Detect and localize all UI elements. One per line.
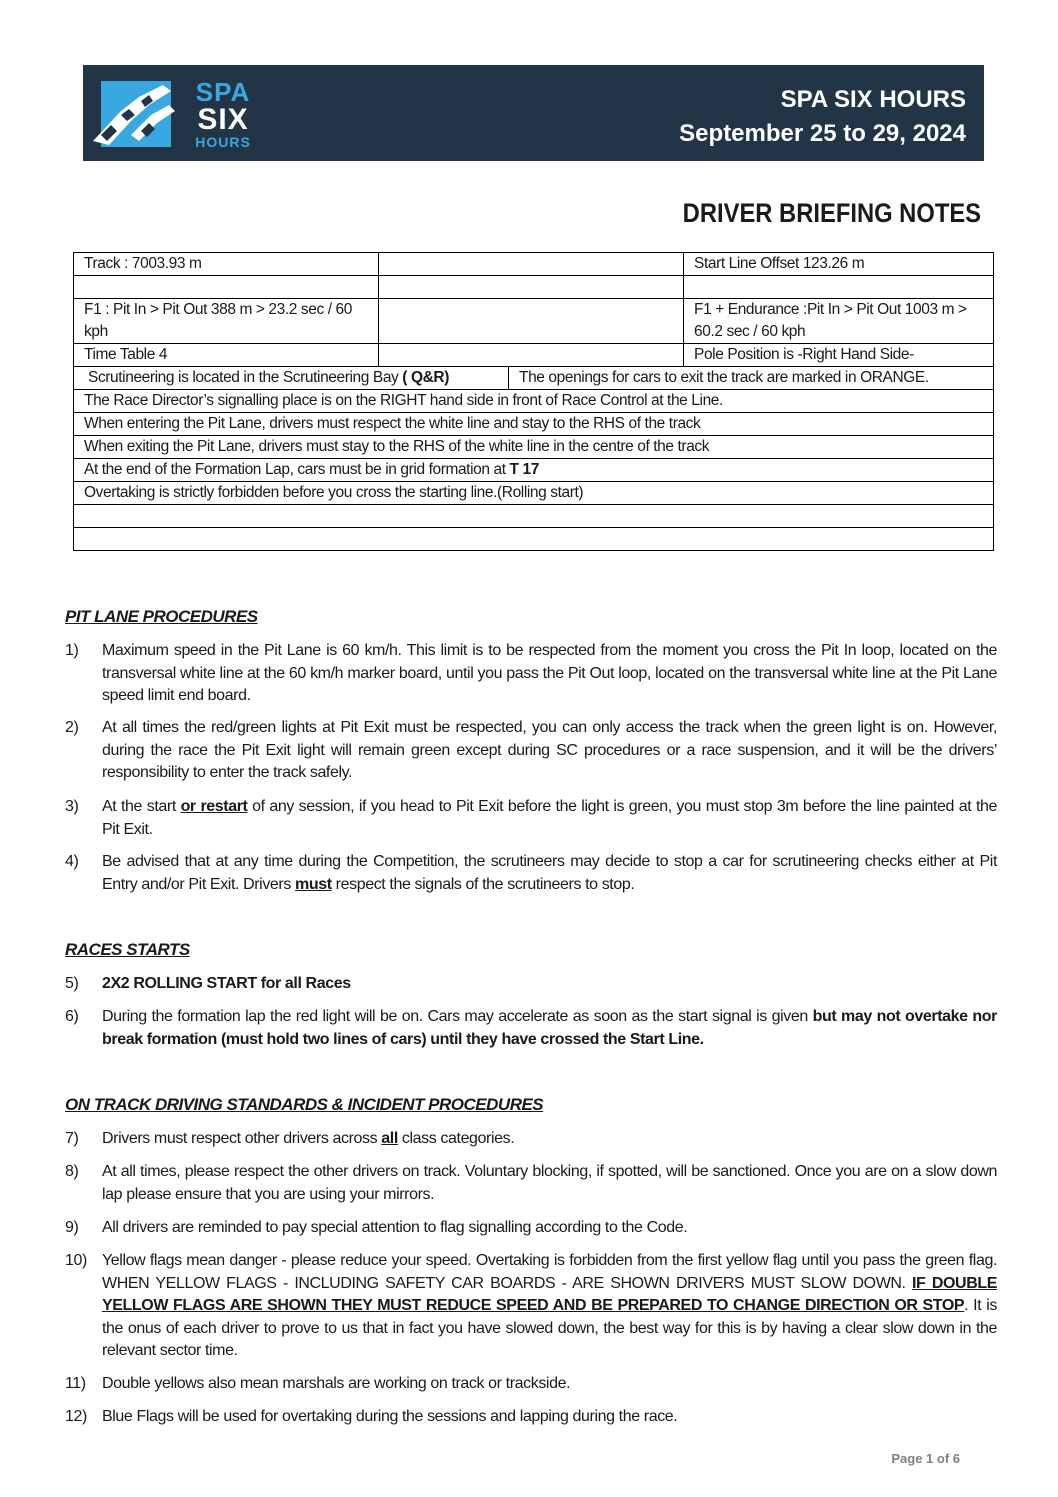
item-text xyxy=(102,796,997,841)
item-text xyxy=(102,1128,997,1151)
item-emphasis: or restart xyxy=(180,798,248,815)
table-cell: Track : 7003.93 m xyxy=(74,253,379,276)
item-number: 3) xyxy=(65,798,79,815)
table-cell: Overtaking is strictly forbidden before you cross the starting line.(Rolling start) xyxy=(74,482,994,505)
table-row xyxy=(74,482,994,505)
table-cell: Start Line Offset 123.26 m xyxy=(684,253,994,276)
exit-openings-text: The openings for cars to exit the track are marked in ORANGE. xyxy=(519,369,929,386)
table-cell: F1 : Pit In > Pit Out 388 m > 23.2 sec / 60 kph xyxy=(74,299,379,344)
item-text: Double yellows also mean marshals are working on track or trackside. xyxy=(102,1375,571,1392)
list-item xyxy=(65,1217,997,1240)
logo-line-2: SIX xyxy=(197,103,249,136)
event-title: SPA SIX HOURS xyxy=(780,86,966,113)
item-number: 5) xyxy=(65,975,79,992)
table-cell xyxy=(379,299,684,344)
item-text-part: class categories. xyxy=(397,1130,515,1147)
item-number: 1) xyxy=(65,642,79,659)
header-banner xyxy=(83,65,984,161)
table-cell: The Race Director’s signalling place is on the RIGHT hand side in front of Race Control at the Line. xyxy=(74,390,994,413)
item-emphasis: must xyxy=(295,875,332,893)
track-info-table xyxy=(73,252,994,551)
item-number: 10) xyxy=(65,1252,87,1269)
list-item xyxy=(65,1006,997,1051)
table-row xyxy=(74,505,994,528)
table-row xyxy=(74,413,994,436)
item-number: 6) xyxy=(65,1008,79,1025)
item-text-part: During the formation lap the red light will be on. Cars may accelerate as soon as the start signal is given xyxy=(102,1008,813,1025)
table-cell xyxy=(74,505,994,528)
item-number: 12) xyxy=(65,1408,87,1425)
item-text: Blue Flags will be used for overtaking during the sessions and lapping during the race. xyxy=(102,1408,678,1425)
list-item xyxy=(65,717,997,785)
table-cell xyxy=(74,459,994,482)
table-row xyxy=(74,390,994,413)
table-row xyxy=(74,367,994,390)
list-item xyxy=(65,796,997,841)
item-text-part: Drivers must respect other drivers across xyxy=(102,1130,382,1147)
table-cell: F1 + Endurance :Pit In > Pit Out 1003 m > 60.2 sec / 60 kph xyxy=(684,299,994,344)
page-number: Page 1 of 6 xyxy=(891,1451,960,1466)
item-text-part: At the start xyxy=(102,798,181,815)
item-text-part: Be advised that at any time during the Competition, the scrutineers may decide to stop a car for scrutineering checks either at Pit Entry and/or Pit Exit. Drivers xyxy=(102,853,997,893)
item-number: 11) xyxy=(65,1375,86,1392)
item-text-part: Yellow flags mean danger - please reduce your speed. Overtaking is forbidden from the first yellow flag until you pass the green flag. WHEN YELLOW FLAGS - INCLUDING SAFETY CAR BOARDS - ARE SHOWN DRIVERS MUST SLOW DOWN. xyxy=(102,1252,997,1292)
item-number: 8) xyxy=(65,1163,79,1180)
table-row xyxy=(74,436,994,459)
item-text: 2X2 ROLLING START for all Races xyxy=(102,975,351,992)
list-item xyxy=(65,1406,997,1429)
section-heading-on-track: ON TRACK DRIVING STANDARDS & INCIDENT PROCEDURES xyxy=(65,1095,544,1114)
item-number: 4) xyxy=(65,853,79,870)
item-number: 9) xyxy=(65,1219,79,1236)
item-text: All drivers are reminded to pay special attention to flag signalling according to the Code. xyxy=(102,1219,688,1236)
item-emphasis: all xyxy=(381,1130,398,1147)
formation-text: At the end of the Formation Lap, cars must be in grid formation at xyxy=(84,461,510,478)
list-item xyxy=(65,851,997,896)
item-text xyxy=(102,1250,997,1363)
table-cell: Pole Position is -Right Hand Side- xyxy=(684,344,994,367)
list-item xyxy=(65,1250,997,1363)
table-cell xyxy=(684,276,994,299)
table-row xyxy=(74,253,994,276)
table-row xyxy=(74,299,994,344)
logo-wordmark xyxy=(183,79,263,149)
item-text: At all times the red/green lights at Pit Exit must be respected, you can only access the track when the green light is on. However, during the race the Pit Exit light will remain green except during SC procedures or a race suspension, and it will be the drivers’ responsibility to enter the track safely. xyxy=(102,719,997,781)
list-item xyxy=(65,1128,997,1151)
item-text xyxy=(102,1006,997,1051)
item-text: At all times, please respect the other drivers on track. Voluntary blocking, if spotted, will be sanctioned. Once you are on a slow down lap please ensure that you are using your mirrors. xyxy=(102,1163,997,1203)
formation-turn: T 17 xyxy=(509,461,539,478)
item-text: Maximum speed in the Pit Lane is 60 km/h. This limit is to be respected from the moment you cross the Pit In loop, located on the transversal white line at the 60 km/h marker board, until you pass the Pit Out loop, located on the transversal white line at the Pit Lane speed limit end board. xyxy=(102,642,997,704)
table-cell: Time Table 4 xyxy=(74,344,379,367)
table-cell xyxy=(74,528,994,551)
list-item xyxy=(65,973,997,996)
document-title: DRIVER BRIEFING NOTES xyxy=(682,198,981,228)
table-cell: When exiting the Pit Lane, drivers must stay to the RHS of the white line in the centre of the track xyxy=(74,436,994,459)
scrutineering-bay: ( Q&R) xyxy=(402,369,449,386)
item-text xyxy=(102,851,997,896)
item-number: 7) xyxy=(65,1130,79,1147)
logo-line-1: SPA xyxy=(195,77,251,107)
table-cell xyxy=(74,276,379,299)
item-text-part: of any session, if you head to Pit Exit before the light is green, you must stop 3m before the line painted at the Pit Exit. xyxy=(102,798,997,838)
table-row xyxy=(74,459,994,482)
table-cell xyxy=(379,276,684,299)
item-text-part: . It is the onus of each driver to prove to us that in fact you have slowed down, the best way for this is by having a clear slow down in the relevant sector time. xyxy=(102,1297,997,1359)
scrutineering-cell xyxy=(74,367,509,389)
list-item xyxy=(65,1161,997,1206)
item-emphasis: IF DOUBLE YELLOW FLAGS ARE SHOWN THEY MUST REDUCE SPEED AND BE PREPARED TO CHANGE DIRECTION OR STOP xyxy=(102,1274,998,1314)
item-number: 2) xyxy=(65,719,79,736)
table-row xyxy=(74,528,994,551)
section-heading-pit-lane: PIT LANE PROCEDURES xyxy=(65,607,258,626)
table-row xyxy=(74,276,994,299)
section-heading-race-starts: RACES STARTS xyxy=(65,940,190,959)
table-row xyxy=(74,344,994,367)
table-cell xyxy=(379,344,684,367)
table-cell xyxy=(379,253,684,276)
table-cell: When entering the Pit Lane, drivers must respect the white line and stay to the RHS of the track xyxy=(74,413,994,436)
table-cell xyxy=(74,367,994,390)
event-dates: September 25 to 29, 2024 xyxy=(679,120,966,147)
logo-line-3: HOURS xyxy=(195,134,251,150)
item-text-part: respect the signals of the scrutineers to stop. xyxy=(331,875,635,893)
list-item xyxy=(65,1373,997,1396)
item-emphasis: but may not overtake nor break formation (must hold two lines of cars) until they have crossed the Start Line. xyxy=(102,1008,997,1048)
list-item xyxy=(65,640,997,708)
scrutineering-text: Scrutineering is located in the Scrutineering Bay xyxy=(88,369,403,386)
